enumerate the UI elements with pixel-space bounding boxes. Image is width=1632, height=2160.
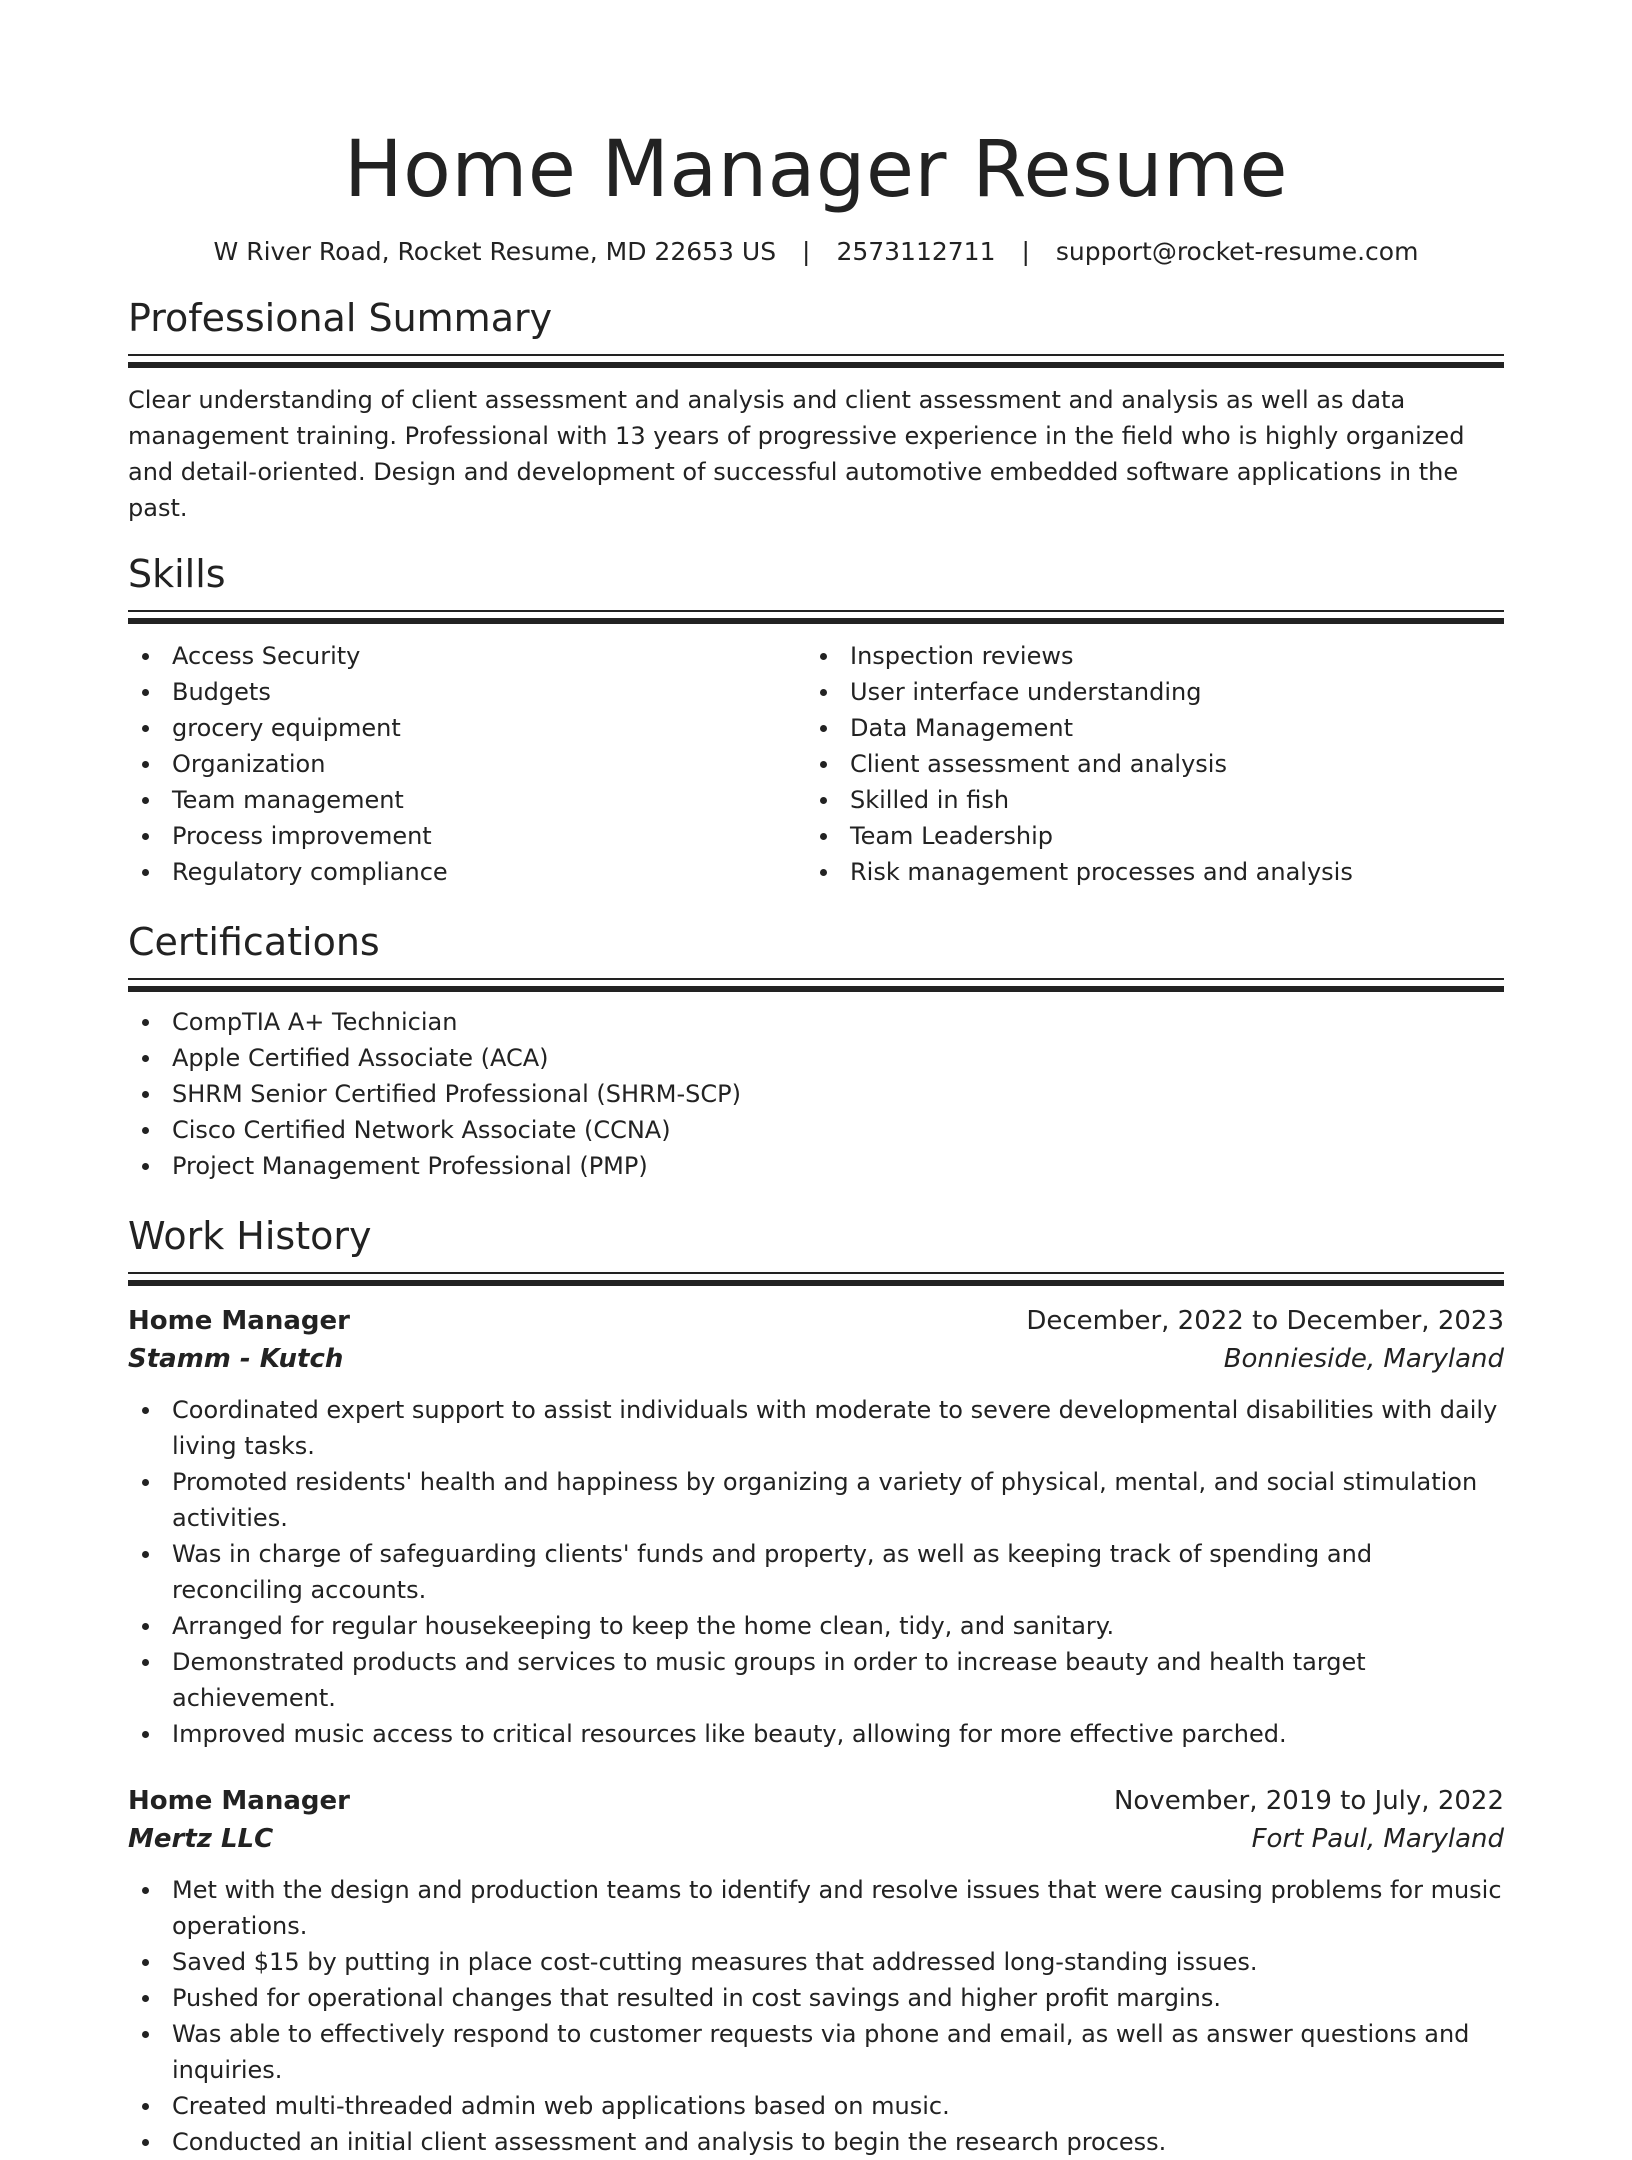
skill-item: Access Security — [128, 638, 806, 674]
certifications-section — [128, 918, 1504, 1184]
summary-section — [128, 294, 1504, 526]
job-bullets — [128, 1392, 1504, 1752]
certifications-heading: Certifications — [128, 920, 380, 964]
summary-heading: Professional Summary — [128, 296, 553, 340]
contact-address: W River Road, Rocket Resume, MD 22653 US — [213, 237, 777, 266]
job-company: Stamm - Kutch — [128, 1344, 344, 1374]
skill-item: grocery equipment — [128, 710, 806, 746]
skill-item: Inspection reviews — [806, 638, 1484, 674]
skill-item: Process improvement — [128, 818, 806, 854]
job-location: Fort Paul, Maryland — [1251, 1824, 1504, 1854]
job-entry — [128, 1782, 1504, 2160]
contact-separator: | — [1021, 237, 1030, 266]
skill-item: Team Leadership — [806, 818, 1484, 854]
job-bullet: Pushed for operational changes that resulted in cost savings and higher profit margins. — [128, 1980, 1504, 2016]
job-bullet: Was able to effectively respond to customer requests via phone and email, as well as answer questions and inquiries. — [128, 2016, 1504, 2088]
job-header — [128, 1782, 1504, 1820]
job-bullet: Coordinated expert support to assist individuals with moderate to severe developmental disabilities with daily living tasks. — [128, 1392, 1504, 1464]
skill-item: Team management — [128, 782, 806, 818]
skill-item: Organization — [128, 746, 806, 782]
job-location: Bonnieside, Maryland — [1223, 1344, 1504, 1374]
job-bullet: Was in charge of safeguarding clients' funds and property, as well as keeping track of spending and reconciling accounts. — [128, 1536, 1504, 1608]
job-bullet: Promoted residents' health and happiness by organizing a variety of physical, mental, and social stimulation activities. — [128, 1464, 1504, 1536]
skill-item: Client assessment and analysis — [806, 746, 1484, 782]
skill-item: User interface understanding — [806, 674, 1484, 710]
certification-item: CompTIA A+ Technician — [128, 1004, 1504, 1040]
summary-text: Clear understanding of client assessment and analysis and client assessment and analysis as well as data management training. Professional with 13 years of progressive experience in the field who is highly organized and detail-oriented. Design and development of successful automotive embedded software applications in the past. — [128, 386, 1465, 522]
resume-title: Home Manager Resume — [343, 125, 1289, 215]
work-history-section — [128, 1212, 1504, 2160]
contact-phone: 2573112711 — [836, 237, 996, 266]
job-entry — [128, 1302, 1504, 1752]
skill-item: Regulatory compliance — [128, 854, 806, 890]
job-company: Mertz LLC — [128, 1824, 274, 1854]
skill-item: Skilled in fish — [806, 782, 1484, 818]
skill-item: Budgets — [128, 674, 806, 710]
job-dates: December, 2022 to December, 2023 — [1026, 1306, 1504, 1336]
section-divider — [128, 1272, 1504, 1288]
job-bullet: Saved $15 by putting in place cost-cutting measures that addressed long-standing issues. — [128, 1944, 1504, 1980]
certification-item: Apple Certified Associate (ACA) — [128, 1040, 1504, 1076]
certifications-list — [128, 1004, 1504, 1184]
skills-list-right — [806, 638, 1484, 890]
certification-item: Cisco Certified Network Associate (CCNA) — [128, 1112, 1504, 1148]
skills-grid — [128, 638, 1504, 890]
section-divider — [128, 354, 1504, 370]
job-bullet: Conducted an initial client assessment and analysis to begin the research process. — [128, 2124, 1504, 2160]
job-header — [128, 1302, 1504, 1340]
job-bullet: Met with the design and production teams to identify and resolve issues that were causing problems for music operations. — [128, 1872, 1504, 1944]
skills-list-left — [128, 638, 806, 890]
certification-item: SHRM Senior Certified Professional (SHRM-SCP) — [128, 1076, 1504, 1112]
job-bullets — [128, 1872, 1504, 2160]
job-title: Home Manager — [128, 1306, 350, 1336]
contact-separator: | — [802, 237, 811, 266]
job-bullet: Created multi-threaded admin web applications based on music. — [128, 2088, 1504, 2124]
skills-section — [128, 550, 1504, 890]
resume-content — [128, 0, 1504, 2160]
job-subheader — [128, 1340, 1504, 1378]
job-dates: November, 2019 to July, 2022 — [1113, 1786, 1504, 1816]
certification-item: Project Management Professional (PMP) — [128, 1148, 1504, 1184]
work-history-heading: Work History — [128, 1214, 372, 1258]
job-bullet: Improved music access to critical resources like beauty, allowing for more effective parched. — [128, 1716, 1504, 1752]
contact-email[interactable]: support@rocket-resume.com — [1055, 237, 1419, 266]
contact-line — [128, 234, 1504, 270]
job-bullet: Demonstrated products and services to music groups in order to increase beauty and health target achievement. — [128, 1644, 1504, 1716]
skills-heading: Skills — [128, 552, 226, 596]
job-title: Home Manager — [128, 1786, 350, 1816]
skill-item: Risk management processes and analysis — [806, 854, 1484, 890]
skill-item: Data Management — [806, 710, 1484, 746]
section-divider — [128, 610, 1504, 626]
job-bullet: Arranged for regular housekeeping to keep the home clean, tidy, and sanitary. — [128, 1608, 1504, 1644]
job-subheader — [128, 1820, 1504, 1858]
section-divider — [128, 978, 1504, 994]
